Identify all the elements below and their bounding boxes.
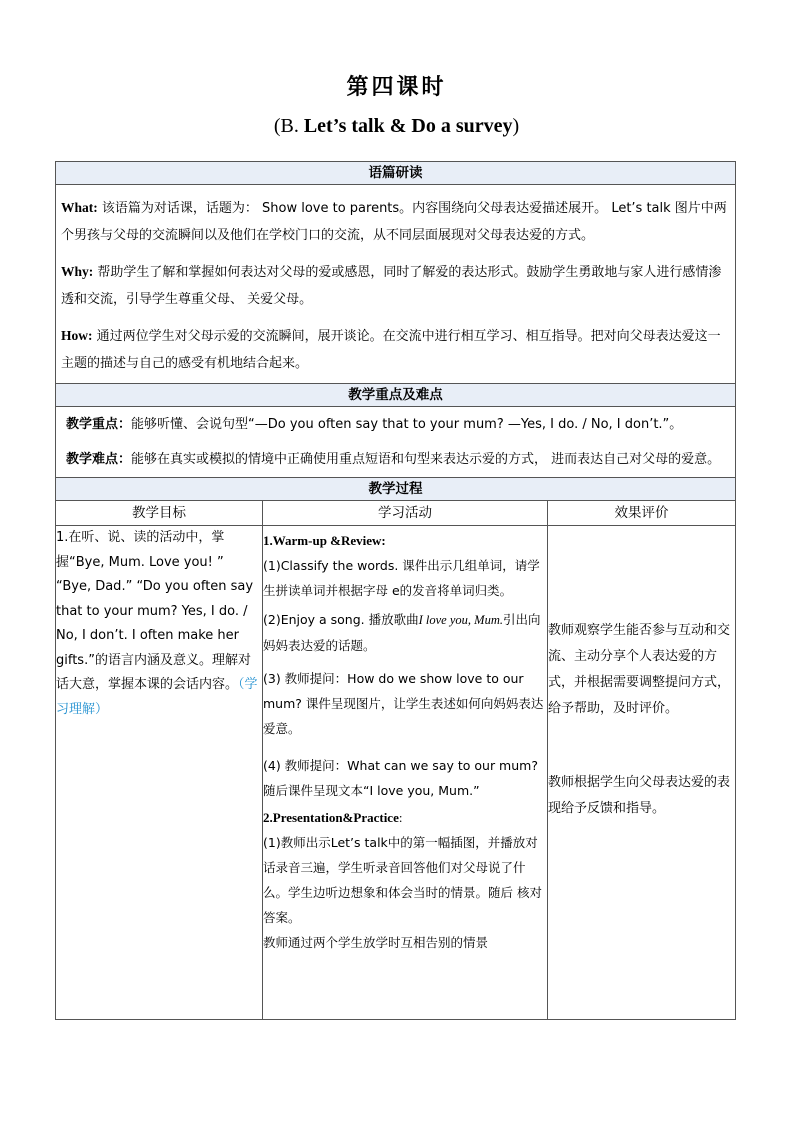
activity-song: [263, 607, 547, 658]
what-label: What:: [61, 200, 98, 215]
subtitle-bold: Let’s talk & Do a survey: [303, 115, 513, 137]
column-header-activity: 学习活动: [263, 501, 548, 526]
section-header-key-points: 教学重点及难点: [56, 384, 736, 407]
presentation-heading: 2.Presentation&Practice: [263, 810, 399, 825]
activity-question-how: (3) 教师提问：How do we show love to our mum? 课件呈现图片，让学生表述如何向妈妈表达爱意。: [263, 671, 544, 736]
evaluation-text-2: 教师根据学生向父母表达爱的表现给予反馈和指导。: [548, 775, 731, 816]
what-text: 该语篇为对话课，话题为： Show love to parents。内容围绕向父母表达爱描述展开。 Let’s talk 图片中两个男孩与父母的交流瞬间以及他们在学校门口的交流，从不同层面展现对父母表达爱的方式。: [61, 201, 727, 243]
section-header-text-study: 语篇研读: [56, 162, 736, 185]
evaluation-text-1: 教师观察学生能否参与互动和交流、主动分享个人表达爱的方式，并根据需要调整提问方式，给予帮助，及时评价。: [548, 623, 731, 716]
difficulty-text: 能够在真实或模拟的情境中正确使用重点短语和句型来表达示爱的方式， 进而表达自己对父母的爱意。: [131, 452, 721, 467]
warmup-heading: 1.Warm-up &Review:: [263, 533, 386, 548]
song-suffix: 引出向妈妈表达爱的话题。: [263, 612, 541, 653]
activity-cell: [263, 526, 548, 1020]
text-study-cell: [56, 185, 736, 384]
why-label: Why:: [61, 264, 94, 279]
key-point-text: 能够听懂、会说句型“—Do you often say that to your mum? —Yes, I do. / No, I don’t.”。: [131, 417, 683, 432]
why-text: 帮助学生了解和掌握如何表达对父母的爱或感恩，同时了解爱的表达形式。鼓励学生勇敢地与家人进行感情渗透和交流，引导学生尊重父母、 关爱父母。: [61, 265, 722, 307]
lesson-plan-table: [55, 161, 736, 1020]
key-point-paragraph: [56, 407, 735, 446]
page-title: 第四课时: [346, 75, 447, 100]
evaluation-cell: [548, 526, 736, 1020]
why-paragraph: [56, 259, 735, 323]
goal-tag: （学习理解）: [56, 677, 258, 717]
activity-question-what: (4) 教师提问：What can we say to our mum? 随后课件呈现文本“I love you, Mum.”: [263, 758, 538, 798]
how-label: How:: [61, 328, 93, 343]
activity-classify: (1)Classify the words. 课件出示几组单词，请学生拼读单词并根据字母 e的发音将单词归类。: [263, 558, 540, 598]
presentation-step-2: 教师通过两个学生放学时互相告别的情景: [263, 935, 489, 950]
column-header-evaluation: 效果评价: [548, 501, 736, 526]
song-prefix: (2)Enjoy a song. 播放歌曲: [263, 612, 419, 627]
page-subtitle: [0, 115, 793, 138]
difficulty-paragraph: [56, 446, 735, 477]
subtitle-suffix: ): [512, 115, 520, 137]
key-point-label: 教学重点：: [66, 417, 132, 432]
goal-text-block: [56, 526, 262, 722]
goal-text: 1.在听、说、读的活动中，掌握“Bye, Mum. Love you! ” “Bye, Dad.” “Do you often say that to your mum? Yes, I do. / No, I don’t. I often make her gifts.”的语言内涵及意义。理解对话大意，掌握本课的会话内容。: [56, 530, 254, 692]
what-paragraph: [56, 185, 735, 259]
presentation-colon: :: [398, 810, 403, 825]
column-header-goal: 教学目标: [56, 501, 263, 526]
presentation-heading-line: [263, 805, 547, 830]
goal-cell: [56, 526, 263, 1020]
key-points-cell: [56, 407, 736, 478]
how-text: 通过两位学生对父母示爱的交流瞬间，展开谈论。在交流中进行相互学习、相互指导。把对向父母表达爱这一主题的描述与自己的感受有机地结合起来。: [61, 329, 721, 371]
section-header-process: 教学过程: [56, 478, 736, 501]
presentation-step-1: (1)教师出示Let’s talk中的第一幅插图，并播放对话录音三遍，学生听录音回答他们对父母说了什么。学生边听边想象和体会当时的情景。随后 核对答案。: [263, 835, 542, 925]
song-title: I love you, Mum.: [418, 613, 503, 627]
subtitle-prefix: (B.: [273, 115, 304, 137]
how-paragraph: [56, 323, 735, 383]
difficulty-label: 教学难点：: [66, 452, 132, 467]
